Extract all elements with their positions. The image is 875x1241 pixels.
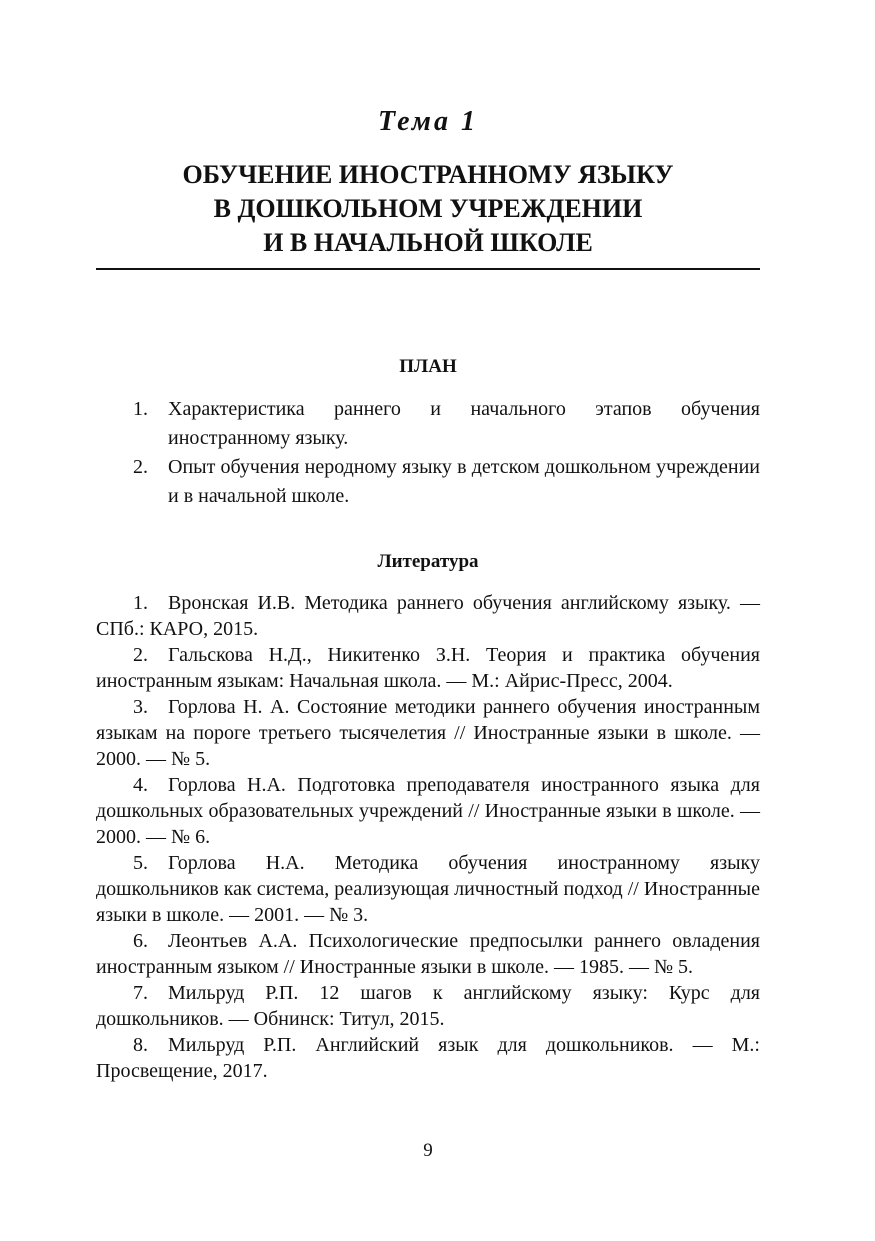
literature-item-text: Мильруд Р.П. 12 шагов к английскому языку: Курс для дошкольников. — Обнинск: Титул, 2015. xyxy=(96,982,760,1030)
chapter-title-line: В ДОШКОЛЬНОМ УЧРЕЖДЕНИИ xyxy=(213,194,643,223)
plan-list xyxy=(96,395,760,511)
literature-item xyxy=(96,694,760,772)
literature-item-text: Горлова Н. А. Состояние методики раннего обучения иностранным языкам на пороге третьего тысячелетия // Иностранные языки в школе. — 2000. — № 5. xyxy=(96,696,760,770)
chapter-title-line: И В НАЧАЛЬНОЙ ШКОЛЕ xyxy=(263,228,593,257)
literature-item-number: 6. xyxy=(133,930,148,952)
literature-item-text: Горлова Н.А. Методика обучения иностранному языку дошкольников как система, реализующая личностный подход // Иностранные языки в школе. — 2001. — № 3. xyxy=(96,852,760,926)
plan-item-number: 2. xyxy=(133,456,148,478)
literature-item-number: 8. xyxy=(133,1034,148,1056)
literature-heading: Литература xyxy=(377,551,479,572)
chapter-title xyxy=(96,158,760,260)
literature-item-text: Леонтьев А.А. Психологические предпосылки раннего овладения иностранным языком // Иностранные языки в школе. — 1985. — № 5. xyxy=(96,930,760,978)
literature-item xyxy=(96,928,760,980)
title-divider xyxy=(96,268,760,270)
literature-item-number: 4. xyxy=(133,774,148,796)
plan-item-text: Опыт обучения неродному языку в детском дошкольном учреждении и в начальной школе. xyxy=(168,456,760,507)
literature-item-number: 1. xyxy=(133,592,148,614)
literature-item-text: Гальскова Н.Д., Никитенко З.Н. Теория и практика обучения иностранным языкам: Начальная школа. — М.: Айрис-Пресс, 2004. xyxy=(96,644,760,692)
literature-item-number: 7. xyxy=(133,982,148,1004)
page-number: 9 xyxy=(423,1140,433,1161)
literature-item xyxy=(96,850,760,928)
chapter-title-line: ОБУЧЕНИЕ ИНОСТРАННОМУ ЯЗЫКУ xyxy=(182,160,674,189)
plan-item-text: Характеристика раннего и начального этапов обучения иностранному языку. xyxy=(168,398,760,449)
literature-item-text: Горлова Н.А. Подготовка преподавателя иностранного языка для дошкольных образовательных учреждений // Иностранные языки в школе. — 2000. — № 6. xyxy=(96,774,760,848)
literature-item xyxy=(96,980,760,1032)
literature-item xyxy=(96,1032,760,1084)
topic-label: Тема 1 xyxy=(377,106,478,137)
literature-item xyxy=(96,642,760,694)
literature-item-text: Мильруд Р.П. Английский язык для дошкольников. — М.: Просвещение, 2017. xyxy=(96,1034,760,1082)
literature-list xyxy=(96,590,760,1084)
plan-heading: ПЛАН xyxy=(399,356,457,377)
plan-item xyxy=(96,453,760,511)
plan-item xyxy=(96,395,760,453)
literature-item-number: 5. xyxy=(133,852,148,874)
literature-item-text: Вронская И.В. Методика раннего обучения английскому языку. — СПб.: КАРО, 2015. xyxy=(96,592,760,640)
plan-item-number: 1. xyxy=(133,398,148,420)
literature-item-number: 2. xyxy=(133,644,148,666)
literature-item-number: 3. xyxy=(133,696,148,718)
literature-item xyxy=(96,590,760,642)
literature-item xyxy=(96,772,760,850)
